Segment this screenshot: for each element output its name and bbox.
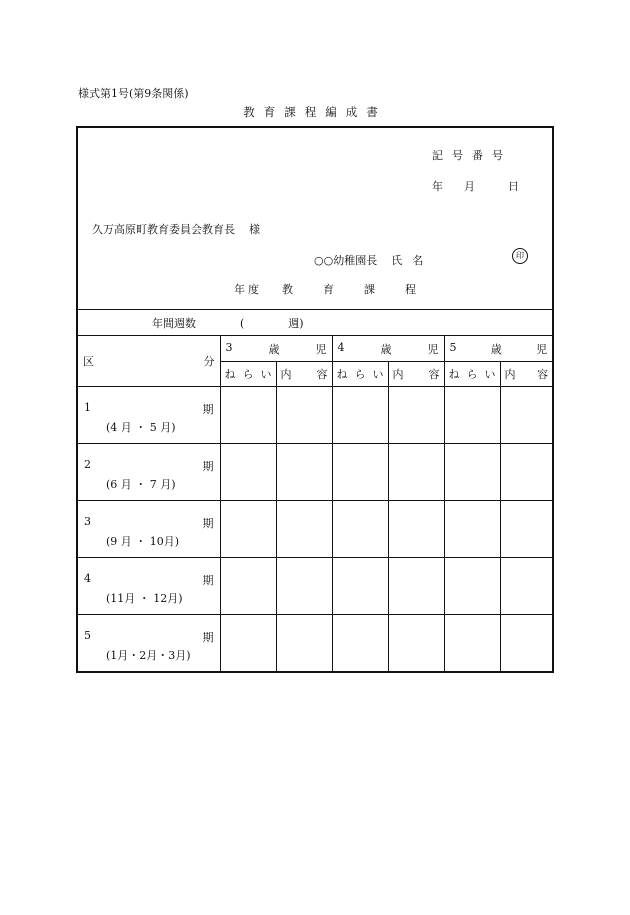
annual-weeks-close: 週) — [288, 316, 304, 330]
age-sai: 歳 — [490, 342, 502, 356]
entry-cell[interactable] — [332, 615, 388, 672]
sub-header-text: 内 容 — [504, 368, 549, 381]
month-label: 月 — [464, 180, 475, 193]
age-num: 4 — [337, 340, 345, 354]
sub-header-text: ね ら い — [224, 368, 272, 381]
period-label-cell — [78, 444, 220, 501]
plan-title-text: 教育課程 — [282, 283, 446, 296]
aim-header — [332, 362, 388, 387]
entry-cell[interactable] — [500, 558, 552, 615]
entry-cell[interactable] — [500, 615, 552, 672]
period-label-cell — [78, 387, 220, 444]
age-num: 5 — [449, 340, 457, 354]
period-row — [78, 501, 552, 558]
age-sai: 歳 — [268, 342, 280, 356]
sender-title: ○○幼稚園長 — [314, 254, 378, 267]
addressee-title: 久万高原町教育委員会教育長 — [92, 223, 235, 236]
content-header — [500, 362, 552, 387]
entry-cell[interactable] — [444, 615, 500, 672]
age-header-4 — [332, 336, 444, 362]
period-kanji: 期 — [202, 460, 214, 473]
entry-cell[interactable] — [500, 387, 552, 444]
entry-cell[interactable] — [388, 387, 444, 444]
honorific: 様 — [249, 223, 260, 236]
period-label-cell — [78, 558, 220, 615]
plan-year-label: 年度 — [234, 283, 262, 296]
form-header — [78, 128, 552, 309]
entry-cell[interactable] — [220, 501, 276, 558]
division-right: 分 — [203, 355, 215, 368]
age-num: 3 — [225, 340, 233, 354]
annual-weeks-row — [78, 310, 552, 336]
age-ji: 児 — [427, 342, 439, 356]
period-range: (9 月 ・ 10月) — [106, 535, 180, 548]
form-number: 様式第1号(第9条関係) — [78, 87, 189, 100]
period-range: (1月・2月・3月) — [106, 649, 191, 662]
entry-cell[interactable] — [220, 387, 276, 444]
sub-header-text: ね ら い — [448, 368, 496, 381]
entry-cell[interactable] — [220, 615, 276, 672]
sender — [314, 252, 433, 268]
period-rows — [78, 387, 552, 672]
annual-weeks-label: 年間週数 — [152, 316, 196, 330]
sub-header-text: ね ら い — [336, 368, 384, 381]
entry-cell[interactable] — [332, 387, 388, 444]
entry-cell[interactable] — [388, 444, 444, 501]
period-kanji: 期 — [202, 574, 214, 587]
age-header-5 — [444, 336, 552, 362]
sub-header-text: 内 容 — [280, 368, 328, 381]
entry-cell[interactable] — [500, 501, 552, 558]
entry-cell[interactable] — [332, 558, 388, 615]
entry-cell[interactable] — [332, 444, 388, 501]
entry-cell[interactable] — [388, 558, 444, 615]
age-ji: 児 — [315, 342, 327, 356]
plan-title — [234, 281, 446, 297]
form-frame — [76, 126, 554, 673]
entry-cell[interactable] — [276, 501, 332, 558]
entry-cell[interactable] — [444, 444, 500, 501]
period-kanji: 期 — [202, 517, 214, 530]
period-row — [78, 558, 552, 615]
year-label: 年 — [432, 180, 443, 193]
period-label-cell — [78, 615, 220, 672]
entry-cell[interactable] — [276, 444, 332, 501]
entry-cell[interactable] — [444, 501, 500, 558]
annual-weeks-open: ( — [240, 316, 245, 330]
period-row — [78, 444, 552, 501]
sender-name-label: 氏名 — [391, 254, 434, 267]
period-label-cell — [78, 501, 220, 558]
period-row — [78, 615, 552, 672]
entry-cell[interactable] — [388, 615, 444, 672]
entry-cell[interactable] — [444, 387, 500, 444]
period-range: (4 月 ・ 5 月) — [106, 421, 176, 434]
age-ji: 児 — [536, 342, 548, 356]
entry-cell[interactable] — [332, 501, 388, 558]
content-header — [276, 362, 332, 387]
entry-cell[interactable] — [388, 501, 444, 558]
period-number: 4 — [84, 572, 91, 585]
period-number: 3 — [84, 515, 91, 528]
date-line — [432, 178, 519, 194]
seal-icon: 印 — [512, 248, 528, 264]
entry-cell[interactable] — [444, 558, 500, 615]
entry-cell[interactable] — [220, 558, 276, 615]
curriculum-table — [78, 309, 552, 671]
age-header-3 — [220, 336, 332, 362]
entry-cell[interactable] — [276, 615, 332, 672]
period-number: 1 — [84, 401, 91, 414]
day-label: 日 — [508, 180, 519, 193]
sub-header-text: 内 容 — [392, 368, 440, 381]
period-range: (11月 ・ 12月) — [106, 592, 183, 605]
period-kanji: 期 — [202, 403, 214, 416]
age-sai: 歳 — [380, 342, 392, 356]
period-number: 2 — [84, 458, 91, 471]
content-header — [388, 362, 444, 387]
entry-cell[interactable] — [500, 444, 552, 501]
document-title: 教育課程編成書 — [243, 105, 387, 119]
period-kanji: 期 — [202, 631, 214, 644]
reference-number-label: 記号番号 — [432, 149, 512, 162]
entry-cell[interactable] — [276, 558, 332, 615]
period-row — [78, 387, 552, 444]
entry-cell[interactable] — [220, 444, 276, 501]
aim-header — [220, 362, 276, 387]
addressee — [92, 221, 260, 237]
entry-cell[interactable] — [276, 387, 332, 444]
aim-header — [444, 362, 500, 387]
period-number: 5 — [84, 629, 91, 642]
division-left: 区 — [83, 355, 94, 368]
period-range: (6 月 ・ 7 月) — [106, 478, 176, 491]
division-header — [78, 336, 220, 387]
